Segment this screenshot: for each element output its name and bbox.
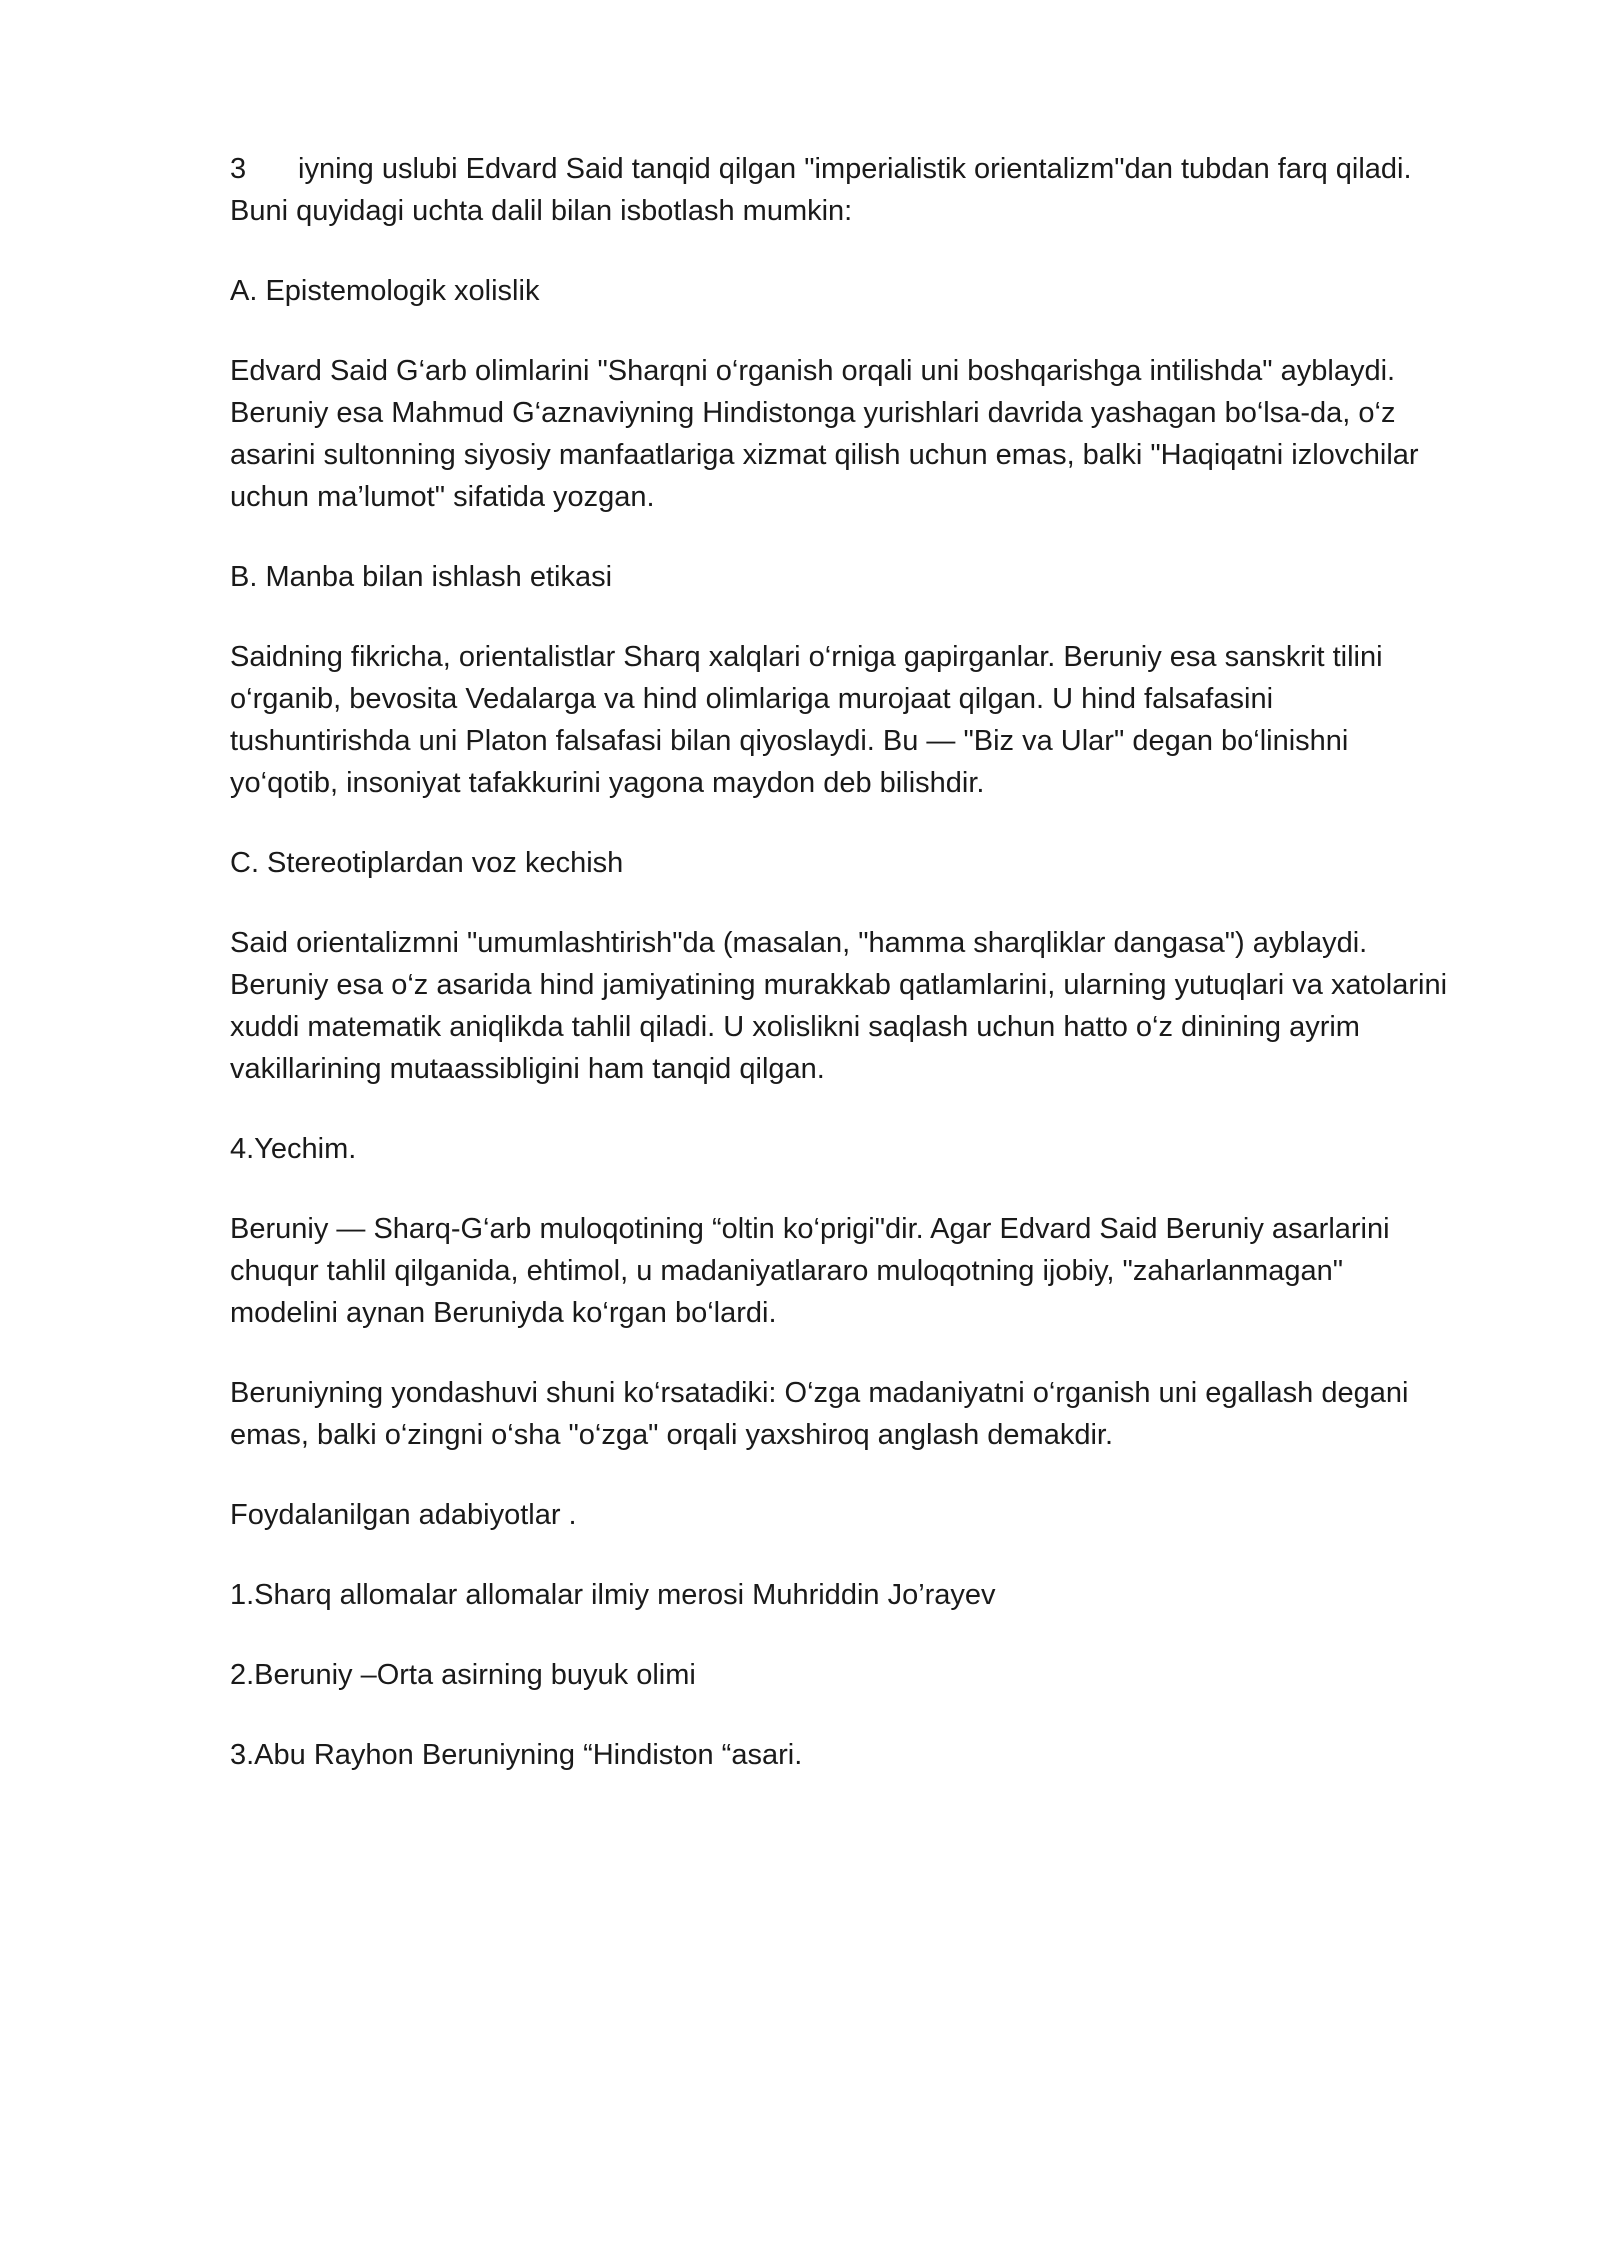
text-line: Said orientalizmni "umumlashtirish"da (masalan, "hamma sharqliklar dangasa") ayblaydi.: [230, 927, 1368, 959]
text-line: xuddi matematik aniqlikda tahlil qiladi. U xolislikni saqlash uchun hatto o‘z dinining ayrim: [230, 1011, 1360, 1043]
document-body: [230, 148, 1530, 1814]
section-number: 3: [230, 153, 247, 185]
text-line: Buni quyidagi uchta dalil bilan isbotlash mumkin:: [230, 195, 853, 227]
text-line: uchun ma’lumot" sifatida yozgan.: [230, 481, 655, 513]
text-line: yo‘qotib, insoniyat tafakkurini yagona maydon deb bilishdir.: [230, 767, 985, 799]
text-line: o‘rganib, bevosita Vedalarga va hind olimlariga murojaat qilgan. U hind falsafasini: [230, 683, 1274, 715]
reference-item: 3.Abu Rayhon Beruniyning “Hindiston “asari.: [230, 1739, 803, 1771]
text-line: Beruniy esa o‘z asarida hind jamiyatining murakkab qatlamlarini, ularning yutuqlari va xatolarini: [230, 969, 1448, 1001]
section-c-paragraph: [230, 922, 1530, 1090]
text-line-content: iyning uslubi Edvard Said tanqid qilgan "imperialistik orientalizm"dan tubdan farq qiladi.: [298, 153, 1412, 185]
text-line: vakillarining mutaassibligini ham tanqid qilgan.: [230, 1053, 825, 1085]
reference-item: 2.Beruniy –Orta asirning buyuk olimi: [230, 1659, 696, 1691]
section-heading-b: B. Manba bilan ishlash etikasi: [230, 561, 613, 593]
text-line: Saidning fikricha, orientalistlar Sharq xalqlari o‘rniga gapirganlar. Beruniy esa sanskrit tilini: [230, 641, 1383, 673]
text-line: [230, 148, 1530, 190]
text-line: Beruniyning yondashuvi shuni ko‘rsatadiki: O‘zga madaniyatni o‘rganish uni egallash degani: [230, 1377, 1409, 1409]
text-line: emas, balki o‘zingni o‘sha "o‘zga" orqali yaxshiroq anglash demakdir.: [230, 1419, 1114, 1451]
text-line: Edvard Said G‘arb olimlarini "Sharqni o‘rganish orqali uni boshqarishga intilishda" ayblaydi.: [230, 355, 1396, 387]
section-heading-a: A. Epistemologik xolislik: [230, 275, 540, 307]
solution-heading: 4.Yechim.: [230, 1133, 357, 1165]
references-heading: Foydalanilgan adabiyotlar .: [230, 1499, 577, 1531]
text-line: modelini aynan Beruniyda ko‘rgan bo‘lardi.: [230, 1297, 777, 1329]
solution-paragraph-1: [230, 1208, 1530, 1334]
intro-paragraph: [230, 148, 1530, 232]
text-line: chuqur tahlil qilganida, ehtimol, u madaniyatlararo muloqotning ijobiy, "zaharlanmagan": [230, 1255, 1344, 1287]
section-a-paragraph: [230, 350, 1530, 518]
text-line: Beruniy esa Mahmud G‘aznaviyning Hindistonga yurishlari davrida yashagan bo‘lsa-da, o‘z: [230, 397, 1396, 429]
section-heading-c: C. Stereotiplardan voz kechish: [230, 847, 624, 879]
text-line: tushuntirishda uni Platon falsafasi bilan qiyoslaydi. Bu — "Biz va Ular" degan bo‘linishni: [230, 725, 1349, 757]
reference-item: 1.Sharq allomalar allomalar ilmiy merosi Muhriddin Jo’rayev: [230, 1579, 996, 1611]
solution-paragraph-2: [230, 1372, 1530, 1456]
text-line: Beruniy — Sharq-G‘arb muloqotining “oltin ko‘prigi"dir. Agar Edvard Said Beruniy asarlarini: [230, 1213, 1390, 1245]
text-line: asarini sultonning siyosiy manfaatlariga xizmat qilish uchun emas, balki "Haqiqatni izlovchilar: [230, 439, 1419, 471]
section-b-paragraph: [230, 636, 1530, 804]
